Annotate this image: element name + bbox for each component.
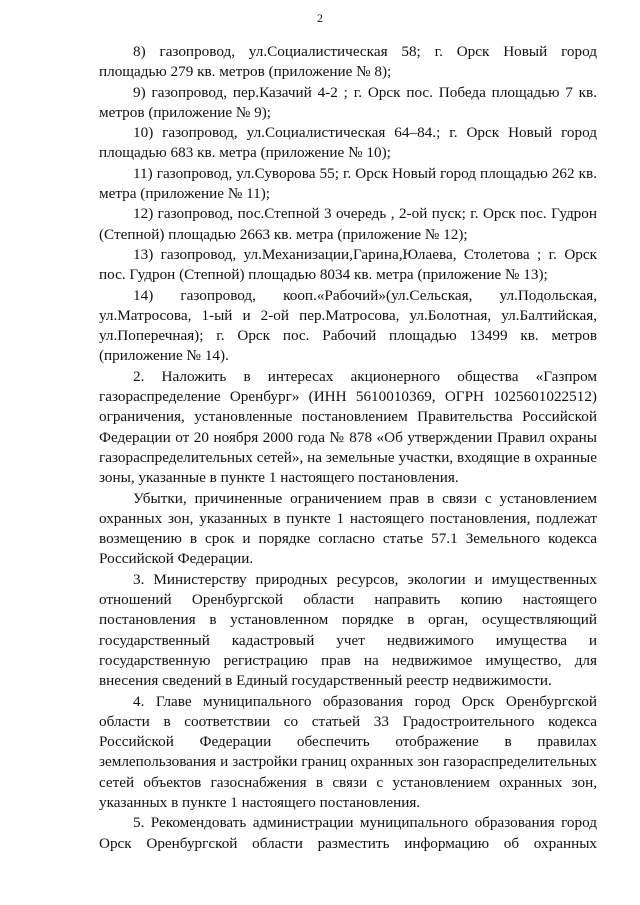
clause-5: 5. Рекомендовать администрации муниципального образования город Орск Оренбургской области разместить информацию об охранных	[99, 814, 597, 852]
clause-4: 4. Главе муниципального образования город Орск Оренбургской области в соответствии со статьей 33 Градостроительного кодекса Российской Федерации обеспечить отображение в правилах землепользования и застройки границ охранных зон газораспределительных сетей объектов газоснабжения в связи с установлением охранных зон, указанных в пункте 1 настоящего постановления.	[99, 692, 597, 811]
page-number: 2	[317, 11, 323, 25]
list-item-11: 11) газопровод, ул.Суворова 55; г. Орск Новый город площадью 262 кв. метра (приложение № 11);	[99, 164, 597, 203]
list-item-12: 12) газопровод, пос.Степной 3 очередь , 2-ой пуск; г. Орск пос. Гудрон (Степной) площадью 2663 кв. метра (приложение № 12);	[99, 205, 597, 243]
list-item-10: 10) газопровод, ул.Социалистическая 64–84.; г. Орск Новый город площадью 683 кв. метра (приложение № 10);	[99, 124, 597, 162]
list-item-9: 9) газопровод, пер.Казачий 4-2 ; г. Орск пос. Победа площадью 7 кв. метров (приложение № 9);	[99, 83, 597, 121]
document-body	[99, 42, 597, 854]
clause-3: 3. Министерству природных ресурсов, экологии и имущественных отношений Оренбургской области направить копию настоящего постановления в установленном порядке в орган, осуществляющий государственный кадастровый учет недвижимого имущества и государственную регистрацию прав на недвижимое имущество, для внесения сведений в Единый государственный реестр недвижимости.	[99, 570, 597, 690]
clause-2: 2. Наложить в интересах акционерного общества «Газпром газораспределение Оренбург» (ИНН 5610010369, ОГРН 1025601022512) ограничения, установленные постановлением Правительства Российской Федерации от 20 ноября 2000 года № 878 «Об утверждении Правил охраны газораспределительных сетей», на земельные участки, входящие в охранные зоны, указанные в пункте 1 настоящего постановления.	[99, 367, 597, 487]
list-item-8: 8) газопровод, ул.Социалистическая 58; г. Орск Новый город площадью 279 кв. метров (приложение № 8);	[99, 43, 597, 81]
list-item-14: 14) газопровод, кооп.«Рабочий»(ул.Сельская, ул.Подольская, ул.Матросова, 1-ый и 2-ой пер.Матросова, ул.Болотная, ул.Балтийская, ул.Поперечная); г. Орск пос. Рабочий площадью 13499 кв. метров (приложение № 14).	[99, 286, 597, 365]
list-item-13: 13) газопровод, ул.Механизации,Гарина,Юлаева, Столетова ; г. Орск пос. Гудрон (Степной) площадью 8034 кв. метра (приложение № 13);	[99, 245, 597, 284]
clause-2-losses: Убытки, причиненные ограничением прав в связи с установлением охранных зон, указанных в пункте 1 настоящего постановления, подлежат возмещению в срок и порядке согласно статье 57.1 Земельного кодекса Российской Федерации.	[99, 489, 597, 568]
